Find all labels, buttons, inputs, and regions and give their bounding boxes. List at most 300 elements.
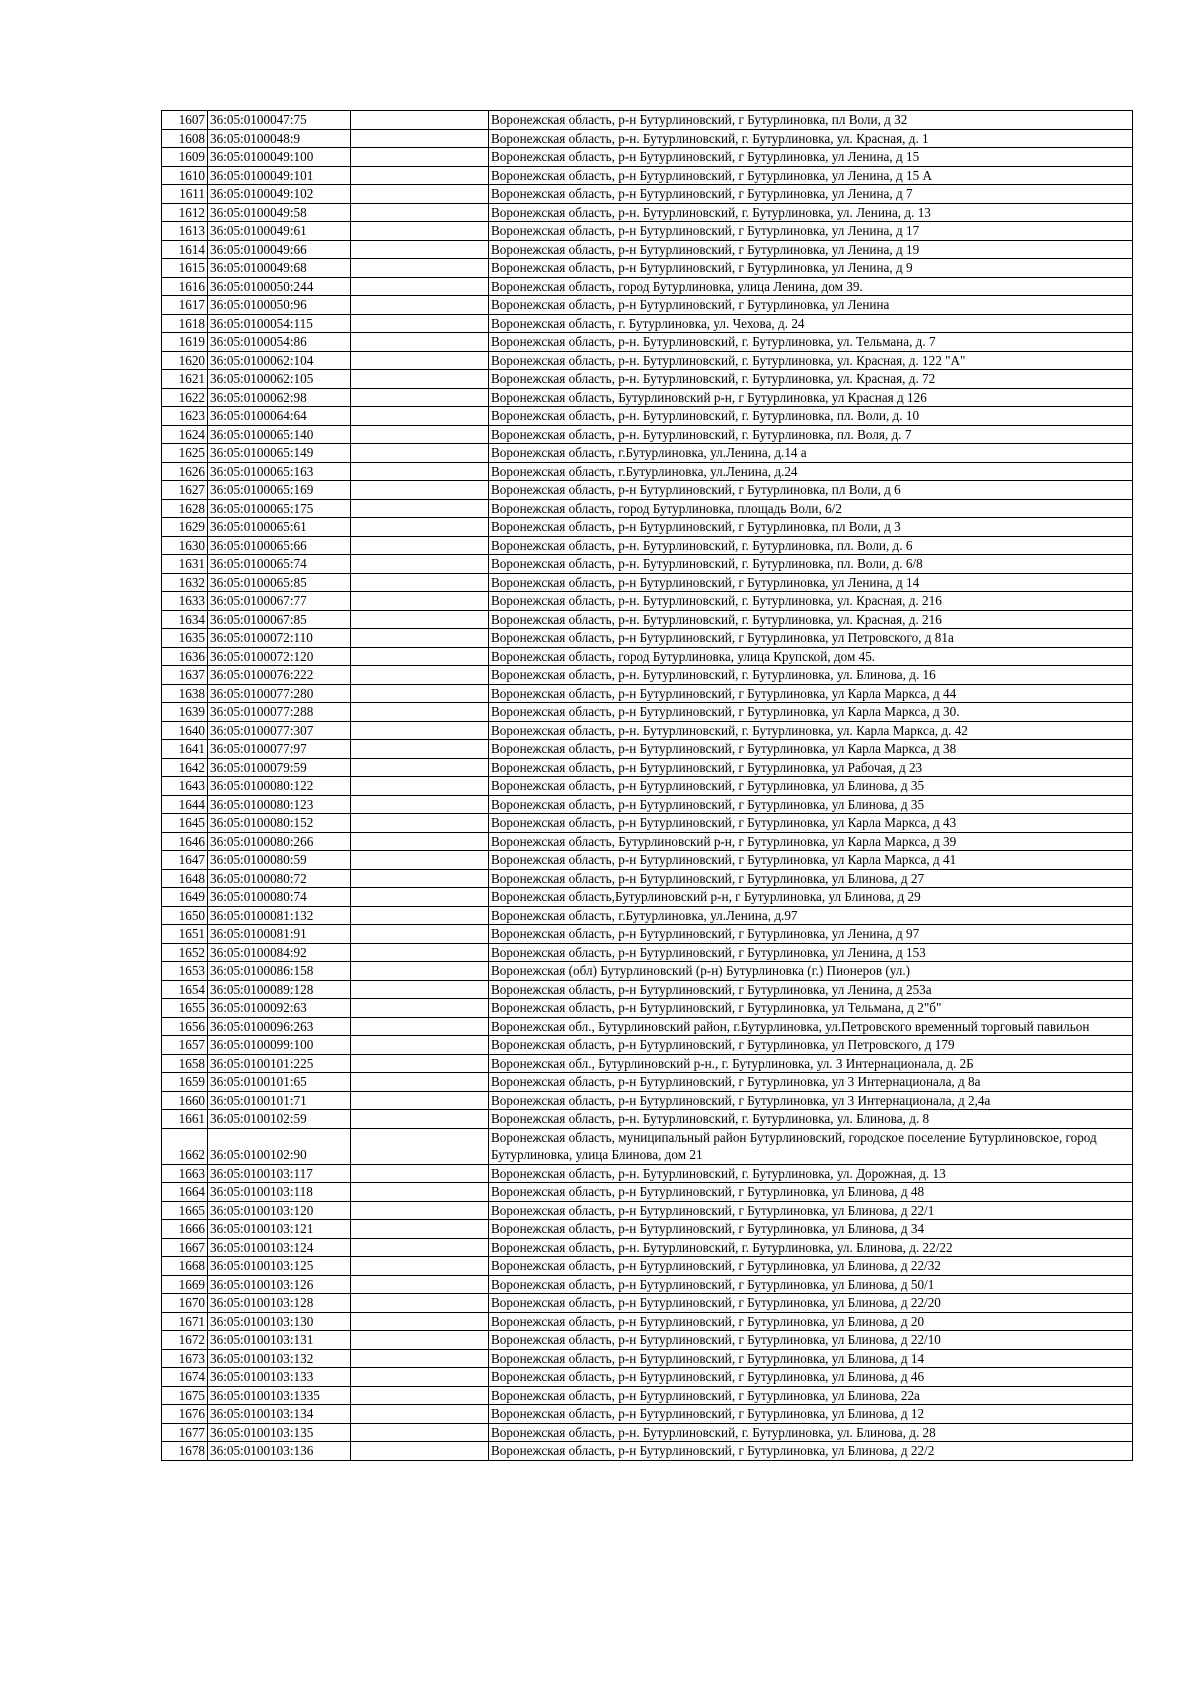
empty-cell <box>351 888 489 907</box>
address-cell: Воронежская область, р-н Бутурлиновский, г Бутурлиновка, пл Воли, д 6 <box>489 481 1133 500</box>
table-row <box>162 1349 1133 1368</box>
address-cell: Воронежская область, р-н Бутурлиновский, г Бутурлиновка, ул Блинова, д 22/32 <box>489 1257 1133 1276</box>
empty-cell <box>351 869 489 888</box>
row-number-cell: 1637 <box>162 666 208 685</box>
row-number-cell: 1643 <box>162 777 208 796</box>
address-cell: Воронежская область, Бутурлиновский р-н, г Бутурлиновка, ул Красная д 126 <box>489 388 1133 407</box>
table-row <box>162 740 1133 759</box>
address-cell: Воронежская область, р-н Бутурлиновский, г Бутурлиновка, ул Блинова, д 34 <box>489 1220 1133 1239</box>
table-row <box>162 943 1133 962</box>
address-cell: Воронежская область, г.Бутурлиновка, ул.Ленина, д.97 <box>489 906 1133 925</box>
empty-cell <box>351 684 489 703</box>
cadastral-number-cell: 36:05:0100054:86 <box>208 333 351 352</box>
empty-cell <box>351 222 489 241</box>
address-cell: Воронежская область, р-н Бутурлиновский, г Бутурлиновка, ул Блинова, д 12 <box>489 1405 1133 1424</box>
address-cell: Воронежская обл., Бутурлиновский район, г.Бутурлиновка, ул.Петровского временный торговый павильон <box>489 1017 1133 1036</box>
empty-cell <box>351 647 489 666</box>
address-cell: Воронежская область, р-н. Бутурлиновский, г. Бутурлиновка, ул. Блинова, д. 28 <box>489 1423 1133 1442</box>
cadastral-number-cell: 36:05:0100065:61 <box>208 518 351 537</box>
address-cell: Воронежская область, р-н Бутурлиновский, г Бутурлиновка, пл Воли, д 32 <box>489 111 1133 130</box>
row-number-cell: 1632 <box>162 573 208 592</box>
row-number-cell: 1657 <box>162 1036 208 1055</box>
address-cell: Воронежская область, р-н Бутурлиновский, г Бутурлиновка, ул Ленина, д 153 <box>489 943 1133 962</box>
row-number-cell: 1641 <box>162 740 208 759</box>
table-row <box>162 1331 1133 1350</box>
empty-cell <box>351 555 489 574</box>
table-row <box>162 1017 1133 1036</box>
empty-cell <box>351 610 489 629</box>
row-number-cell: 1674 <box>162 1368 208 1387</box>
table-row <box>162 1054 1133 1073</box>
empty-cell <box>351 980 489 999</box>
row-number-cell: 1647 <box>162 851 208 870</box>
table-row <box>162 647 1133 666</box>
empty-cell <box>351 1386 489 1405</box>
table-row <box>162 980 1133 999</box>
empty-cell <box>351 777 489 796</box>
address-cell: Воронежская область, р-н. Бутурлиновский, г. Бутурлиновка, ул. Блинова, д. 22/22 <box>489 1238 1133 1257</box>
address-cell: Воронежская область, р-н Бутурлиновский, г Бутурлиновка, ул Ленина <box>489 296 1133 315</box>
table-row <box>162 573 1133 592</box>
table-row <box>162 592 1133 611</box>
cadastral-number-cell: 36:05:0100064:64 <box>208 407 351 426</box>
table-row <box>162 962 1133 981</box>
row-number-cell: 1656 <box>162 1017 208 1036</box>
empty-cell <box>351 666 489 685</box>
row-number-cell: 1666 <box>162 1220 208 1239</box>
empty-cell <box>351 259 489 278</box>
address-cell: Воронежская область, р-н Бутурлиновский, г Бутурлиновка, ул Карла Маркса, д 38 <box>489 740 1133 759</box>
address-cell: Воронежская область, р-н Бутурлиновский, г Бутурлиновка, ул Блинова, д 22/1 <box>489 1201 1133 1220</box>
empty-cell <box>351 721 489 740</box>
row-number-cell: 1646 <box>162 832 208 851</box>
cadastral-number-cell: 36:05:0100089:128 <box>208 980 351 999</box>
table-row <box>162 666 1133 685</box>
address-cell: Воронежская область, р-н Бутурлиновский, г Бутурлиновка, ул Блинова, д 46 <box>489 1368 1133 1387</box>
cadastral-number-cell: 36:05:0100084:92 <box>208 943 351 962</box>
empty-cell <box>351 740 489 759</box>
table-row <box>162 1257 1133 1276</box>
table-row <box>162 1405 1133 1424</box>
table-row <box>162 1110 1133 1129</box>
empty-cell <box>351 629 489 648</box>
row-number-cell: 1636 <box>162 647 208 666</box>
cadastral-number-cell: 36:05:0100077:288 <box>208 703 351 722</box>
row-number-cell: 1648 <box>162 869 208 888</box>
address-cell: Воронежская область, р-н. Бутурлиновский, г. Бутурлиновка, пл. Воли, д. 6 <box>489 536 1133 555</box>
cadastral-number-cell: 36:05:0100103:133 <box>208 1368 351 1387</box>
address-cell: Воронежская область, р-н Бутурлиновский, г Бутурлиновка, ул Петровского, д 81а <box>489 629 1133 648</box>
address-cell: Воронежская область, р-н. Бутурлиновский, г. Бутурлиновка, ул. Дорожная, д. 13 <box>489 1164 1133 1183</box>
address-cell: Воронежская область, р-н Бутурлиновский, г Бутурлиновка, ул Блинова, д 14 <box>489 1349 1133 1368</box>
row-number-cell: 1662 <box>162 1128 208 1164</box>
cadastral-number-cell: 36:05:0100049:58 <box>208 203 351 222</box>
table-row <box>162 1164 1133 1183</box>
row-number-cell: 1664 <box>162 1183 208 1202</box>
address-cell: Воронежская область, р-н. Бутурлиновский, г. Бутурлиновка, ул. Красная, д. 1 <box>489 129 1133 148</box>
row-number-cell: 1660 <box>162 1091 208 1110</box>
table-row <box>162 1423 1133 1442</box>
address-cell: Воронежская область, р-н Бутурлиновский, г Бутурлиновка, ул Блинова, д 35 <box>489 777 1133 796</box>
cadastral-number-cell: 36:05:0100065:169 <box>208 481 351 500</box>
row-number-cell: 1626 <box>162 462 208 481</box>
cadastral-number-cell: 36:05:0100101:65 <box>208 1073 351 1092</box>
cadastral-number-cell: 36:05:0100103:125 <box>208 1257 351 1276</box>
cadastral-number-cell: 36:05:0100065:85 <box>208 573 351 592</box>
empty-cell <box>351 148 489 167</box>
table-row <box>162 277 1133 296</box>
row-number-cell: 1655 <box>162 999 208 1018</box>
table-row <box>162 906 1133 925</box>
row-number-cell: 1677 <box>162 1423 208 1442</box>
table-row <box>162 1386 1133 1405</box>
row-number-cell: 1612 <box>162 203 208 222</box>
cadastral-number-cell: 36:05:0100081:132 <box>208 906 351 925</box>
row-number-cell: 1629 <box>162 518 208 537</box>
address-cell: Воронежская область, р-н Бутурлиновский, г Бутурлиновка, ул Ленина, д 14 <box>489 573 1133 592</box>
address-cell: Воронежская область, р-н Бутурлиновский, г Бутурлиновка, ул Ленина, д 15 А <box>489 166 1133 185</box>
address-cell: Воронежская область, р-н. Бутурлиновский, г. Бутурлиновка, ул. Блинова, д. 16 <box>489 666 1133 685</box>
table-row <box>162 703 1133 722</box>
table-row <box>162 1183 1133 1202</box>
cadastral-number-cell: 36:05:0100103:130 <box>208 1312 351 1331</box>
row-number-cell: 1670 <box>162 1294 208 1313</box>
address-cell: Воронежская область, р-н Бутурлиновский, г Бутурлиновка, ул Тельмана, д 2"б" <box>489 999 1133 1018</box>
row-number-cell: 1671 <box>162 1312 208 1331</box>
table-row <box>162 407 1133 426</box>
empty-cell <box>351 203 489 222</box>
empty-cell <box>351 1201 489 1220</box>
row-number-cell: 1651 <box>162 925 208 944</box>
row-number-cell: 1634 <box>162 610 208 629</box>
row-number-cell: 1667 <box>162 1238 208 1257</box>
address-cell: Воронежская область, р-н Бутурлиновский, г Бутурлиновка, ул Ленина, д 9 <box>489 259 1133 278</box>
row-number-cell: 1614 <box>162 240 208 259</box>
cadastral-number-cell: 36:05:0100065:163 <box>208 462 351 481</box>
table-row <box>162 222 1133 241</box>
empty-cell <box>351 1349 489 1368</box>
row-number-cell: 1622 <box>162 388 208 407</box>
table-row <box>162 240 1133 259</box>
empty-cell <box>351 185 489 204</box>
cadastral-number-cell: 36:05:0100049:68 <box>208 259 351 278</box>
empty-cell <box>351 166 489 185</box>
cadastral-number-cell: 36:05:0100065:149 <box>208 444 351 463</box>
row-number-cell: 1673 <box>162 1349 208 1368</box>
empty-cell <box>351 481 489 500</box>
row-number-cell: 1623 <box>162 407 208 426</box>
empty-cell <box>351 703 489 722</box>
empty-cell <box>351 1294 489 1313</box>
table-row <box>162 499 1133 518</box>
table-row <box>162 1368 1133 1387</box>
table-row <box>162 758 1133 777</box>
address-cell: Воронежская область, р-н Бутурлиновский, г Бутурлиновка, ул Петровского, д 179 <box>489 1036 1133 1055</box>
empty-cell <box>351 1423 489 1442</box>
cadastral-number-cell: 36:05:0100092:63 <box>208 999 351 1018</box>
cadastral-number-cell: 36:05:0100103:124 <box>208 1238 351 1257</box>
row-number-cell: 1658 <box>162 1054 208 1073</box>
cadastral-number-cell: 36:05:0100080:74 <box>208 888 351 907</box>
cadastral-number-cell: 36:05:0100067:85 <box>208 610 351 629</box>
cadastral-number-cell: 36:05:0100101:225 <box>208 1054 351 1073</box>
table-row <box>162 610 1133 629</box>
row-number-cell: 1609 <box>162 148 208 167</box>
row-number-cell: 1653 <box>162 962 208 981</box>
empty-cell <box>351 314 489 333</box>
table-row <box>162 518 1133 537</box>
address-cell: Воронежская область, р-н. Бутурлиновский, г. Бутурлиновка, ул. Тельмана, д. 7 <box>489 333 1133 352</box>
table-row <box>162 888 1133 907</box>
cadastral-number-cell: 36:05:0100062:105 <box>208 370 351 389</box>
row-number-cell: 1621 <box>162 370 208 389</box>
address-cell: Воронежская область, р-н Бутурлиновский, г Бутурлиновка, ул Ленина, д 15 <box>489 148 1133 167</box>
empty-cell <box>351 1073 489 1092</box>
row-number-cell: 1649 <box>162 888 208 907</box>
row-number-cell: 1669 <box>162 1275 208 1294</box>
row-number-cell: 1627 <box>162 481 208 500</box>
row-number-cell: 1665 <box>162 1201 208 1220</box>
cadastral-number-cell: 36:05:0100080:122 <box>208 777 351 796</box>
empty-cell <box>351 240 489 259</box>
row-number-cell: 1650 <box>162 906 208 925</box>
empty-cell <box>351 1017 489 1036</box>
row-number-cell: 1659 <box>162 1073 208 1092</box>
address-cell: Воронежская область, р-н Бутурлиновский, г Бутурлиновка, ул Ленина, д 253а <box>489 980 1133 999</box>
row-number-cell: 1642 <box>162 758 208 777</box>
empty-cell <box>351 277 489 296</box>
row-number-cell: 1652 <box>162 943 208 962</box>
table-row <box>162 536 1133 555</box>
table-row <box>162 1442 1133 1461</box>
row-number-cell: 1615 <box>162 259 208 278</box>
empty-cell <box>351 925 489 944</box>
cadastral-number-cell: 36:05:0100086:158 <box>208 962 351 981</box>
empty-cell <box>351 1331 489 1350</box>
address-cell: Воронежская область, р-н Бутурлиновский, г Бутурлиновка, ул Блинова, д 50/1 <box>489 1275 1133 1294</box>
table-row <box>162 814 1133 833</box>
cadastral-number-cell: 36:05:0100049:66 <box>208 240 351 259</box>
empty-cell <box>351 499 489 518</box>
table-row <box>162 111 1133 130</box>
row-number-cell: 1678 <box>162 1442 208 1461</box>
cadastral-number-cell: 36:05:0100103:135 <box>208 1423 351 1442</box>
address-cell: Воронежская область, р-н Бутурлиновский, г Бутурлиновка, ул Блинова, 22а <box>489 1386 1133 1405</box>
address-cell: Воронежская область,Бутурлиновский р-н, г Бутурлиновка, ул Блинова, д 29 <box>489 888 1133 907</box>
cadastral-number-cell: 36:05:0100080:59 <box>208 851 351 870</box>
row-number-cell: 1675 <box>162 1386 208 1405</box>
table-row <box>162 832 1133 851</box>
address-cell: Воронежская область, р-н Бутурлиновский, г Бутурлиновка, ул Блинова, д 20 <box>489 1312 1133 1331</box>
row-number-cell: 1628 <box>162 499 208 518</box>
table-row <box>162 1201 1133 1220</box>
row-number-cell: 1619 <box>162 333 208 352</box>
table-row <box>162 462 1133 481</box>
table-row <box>162 629 1133 648</box>
empty-cell <box>351 425 489 444</box>
cadastral-number-cell: 36:05:0100101:71 <box>208 1091 351 1110</box>
table-row <box>162 185 1133 204</box>
empty-cell <box>351 296 489 315</box>
row-number-cell: 1638 <box>162 684 208 703</box>
cadastral-number-cell: 36:05:0100103:1335 <box>208 1386 351 1405</box>
empty-cell <box>351 906 489 925</box>
table-row <box>162 1073 1133 1092</box>
cadastral-number-cell: 36:05:0100049:61 <box>208 222 351 241</box>
row-number-cell: 1661 <box>162 1110 208 1129</box>
table-row <box>162 203 1133 222</box>
row-number-cell: 1633 <box>162 592 208 611</box>
cadastral-number-cell: 36:05:0100103:128 <box>208 1294 351 1313</box>
row-number-cell: 1663 <box>162 1164 208 1183</box>
row-number-cell: 1672 <box>162 1331 208 1350</box>
table-row <box>162 925 1133 944</box>
empty-cell <box>351 1405 489 1424</box>
row-number-cell: 1613 <box>162 222 208 241</box>
empty-cell <box>351 370 489 389</box>
address-cell: Воронежская область, р-н. Бутурлиновский, г. Бутурлиновка, ул. Ленина, д. 13 <box>489 203 1133 222</box>
empty-cell <box>351 1257 489 1276</box>
cadastral-number-cell: 36:05:0100072:120 <box>208 647 351 666</box>
cadastral-number-cell: 36:05:0100062:104 <box>208 351 351 370</box>
address-cell: Воронежская область, р-н Бутурлиновский, г Бутурлиновка, ул Ленина, д 17 <box>489 222 1133 241</box>
address-cell: Воронежская область, р-н. Бутурлиновский, г. Бутурлиновка, пл. Воля, д. 7 <box>489 425 1133 444</box>
table-row <box>162 425 1133 444</box>
cadastral-number-cell: 36:05:0100054:115 <box>208 314 351 333</box>
table-row <box>162 851 1133 870</box>
row-number-cell: 1639 <box>162 703 208 722</box>
empty-cell <box>351 814 489 833</box>
empty-cell <box>351 462 489 481</box>
address-cell: Воронежская область, Бутурлиновский р-н, г Бутурлиновка, ул Карла Маркса, д 39 <box>489 832 1133 851</box>
address-cell: Воронежская область, р-н. Бутурлиновский, г. Бутурлиновка, ул. Красная, д. 72 <box>489 370 1133 389</box>
table-row <box>162 1312 1133 1331</box>
cadastral-number-cell: 36:05:0100079:59 <box>208 758 351 777</box>
cadastral-number-cell: 36:05:0100050:244 <box>208 277 351 296</box>
cadastral-number-cell: 36:05:0100096:263 <box>208 1017 351 1036</box>
address-cell: Воронежская область, г.Бутурлиновка, ул.Ленина, д.14 а <box>489 444 1133 463</box>
cadastral-number-cell: 36:05:0100049:102 <box>208 185 351 204</box>
address-cell: Воронежская область, р-н Бутурлиновский, г Бутурлиновка, ул Ленина, д 97 <box>489 925 1133 944</box>
cadastral-number-cell: 36:05:0100103:118 <box>208 1183 351 1202</box>
property-table <box>161 110 1133 1461</box>
cadastral-number-cell: 36:05:0100077:280 <box>208 684 351 703</box>
table-row <box>162 481 1133 500</box>
cadastral-number-cell: 36:05:0100049:100 <box>208 148 351 167</box>
cadastral-number-cell: 36:05:0100099:100 <box>208 1036 351 1055</box>
cadastral-number-cell: 36:05:0100048:9 <box>208 129 351 148</box>
row-number-cell: 1618 <box>162 314 208 333</box>
cadastral-number-cell: 36:05:0100065:140 <box>208 425 351 444</box>
address-cell: Воронежская область, р-н Бутурлиновский, г Бутурлиновка, ул Блинова, д 22/2 <box>489 1442 1133 1461</box>
empty-cell <box>351 351 489 370</box>
table-row <box>162 1275 1133 1294</box>
cadastral-number-cell: 36:05:0100102:59 <box>208 1110 351 1129</box>
address-cell: Воронежская область, р-н. Бутурлиновский, г. Бутурлиновка, ул. Красная, д. 216 <box>489 592 1133 611</box>
cadastral-number-cell: 36:05:0100076:222 <box>208 666 351 685</box>
table-row <box>162 1091 1133 1110</box>
empty-cell <box>351 943 489 962</box>
row-number-cell: 1611 <box>162 185 208 204</box>
address-cell: Воронежская область, р-н. Бутурлиновский, г. Бутурлиновка, пл. Воли, д. 6/8 <box>489 555 1133 574</box>
address-cell: Воронежская область, р-н Бутурлиновский, г Бутурлиновка, ул Блинова, д 22/10 <box>489 1331 1133 1350</box>
cadastral-number-cell: 36:05:0100077:97 <box>208 740 351 759</box>
empty-cell <box>351 758 489 777</box>
cadastral-number-cell: 36:05:0100062:98 <box>208 388 351 407</box>
table-row <box>162 1220 1133 1239</box>
empty-cell <box>351 1036 489 1055</box>
address-cell: Воронежская область, р-н Бутурлиновский, г Бутурлиновка, ул Ленина, д 19 <box>489 240 1133 259</box>
address-cell: Воронежская область, р-н Бутурлиновский, г Бутурлиновка, ул Блинова, д 27 <box>489 869 1133 888</box>
address-cell: Воронежская область, р-н Бутурлиновский, г Бутурлиновка, ул Блинова, д 22/20 <box>489 1294 1133 1313</box>
address-cell: Воронежская область, город Бутурлиновка, площадь Воли, 6/2 <box>489 499 1133 518</box>
table-row <box>162 351 1133 370</box>
address-cell: Воронежская область, р-н Бутурлиновский, г Бутурлиновка, ул Карла Маркса, д 44 <box>489 684 1133 703</box>
address-cell: Воронежская область, р-н Бутурлиновский, г Бутурлиновка, ул Карла Маркса, д 30. <box>489 703 1133 722</box>
address-cell: Воронежская область, р-н Бутурлиновский, г Бутурлиновка, ул 3 Интернационала, д 2,4а <box>489 1091 1133 1110</box>
row-number-cell: 1645 <box>162 814 208 833</box>
empty-cell <box>351 592 489 611</box>
address-cell: Воронежская обл., Бутурлиновский р-н., г. Бутурлиновка, ул. 3 Интернационала, д. 2Б <box>489 1054 1133 1073</box>
cadastral-number-cell: 36:05:0100080:152 <box>208 814 351 833</box>
cadastral-number-cell: 36:05:0100072:110 <box>208 629 351 648</box>
row-number-cell: 1610 <box>162 166 208 185</box>
cadastral-number-cell: 36:05:0100065:175 <box>208 499 351 518</box>
row-number-cell: 1654 <box>162 980 208 999</box>
empty-cell <box>351 1054 489 1073</box>
row-number-cell: 1630 <box>162 536 208 555</box>
empty-cell <box>351 999 489 1018</box>
table-row <box>162 777 1133 796</box>
empty-cell <box>351 1275 489 1294</box>
cadastral-number-cell: 36:05:0100103:134 <box>208 1405 351 1424</box>
table-row <box>162 296 1133 315</box>
cadastral-number-cell: 36:05:0100047:75 <box>208 111 351 130</box>
table-row <box>162 388 1133 407</box>
cadastral-number-cell: 36:05:0100102:90 <box>208 1128 351 1164</box>
address-cell: Воронежская область, р-н Бутурлиновский, г Бутурлиновка, ул Карла Маркса, д 43 <box>489 814 1133 833</box>
empty-cell <box>351 1091 489 1110</box>
cadastral-number-cell: 36:05:0100080:266 <box>208 832 351 851</box>
cadastral-number-cell: 36:05:0100080:72 <box>208 869 351 888</box>
cadastral-number-cell: 36:05:0100067:77 <box>208 592 351 611</box>
empty-cell <box>351 407 489 426</box>
cadastral-number-cell: 36:05:0100065:74 <box>208 555 351 574</box>
cadastral-number-cell: 36:05:0100103:121 <box>208 1220 351 1239</box>
address-cell: Воронежская область, р-н. Бутурлиновский, г. Бутурлиновка, ул. Красная, д. 122 "А" <box>489 351 1133 370</box>
address-cell: Воронежская (обл) Бутурлиновский (р-н) Бутурлиновка (г.) Пионеров (ул.) <box>489 962 1133 981</box>
table-row <box>162 1238 1133 1257</box>
table-row <box>162 869 1133 888</box>
address-cell: Воронежская область, р-н. Бутурлиновский, г. Бутурлиновка, ул. Карла Маркса, д. 42 <box>489 721 1133 740</box>
cadastral-number-cell: 36:05:0100103:120 <box>208 1201 351 1220</box>
row-number-cell: 1624 <box>162 425 208 444</box>
row-number-cell: 1635 <box>162 629 208 648</box>
empty-cell <box>351 444 489 463</box>
row-number-cell: 1617 <box>162 296 208 315</box>
table-row <box>162 1036 1133 1055</box>
empty-cell <box>351 1183 489 1202</box>
address-cell: Воронежская область, р-н. Бутурлиновский, г. Бутурлиновка, ул. Красная, д. 216 <box>489 610 1133 629</box>
table-row <box>162 129 1133 148</box>
row-number-cell: 1676 <box>162 1405 208 1424</box>
address-cell: Воронежская область, р-н. Бутурлиновский, г. Бутурлиновка, ул. Блинова, д. 8 <box>489 1110 1133 1129</box>
address-cell: Воронежская область, р-н Бутурлиновский, г Бутурлиновка, пл Воли, д 3 <box>489 518 1133 537</box>
empty-cell <box>351 1164 489 1183</box>
row-number-cell: 1631 <box>162 555 208 574</box>
table-row <box>162 370 1133 389</box>
table-row <box>162 684 1133 703</box>
